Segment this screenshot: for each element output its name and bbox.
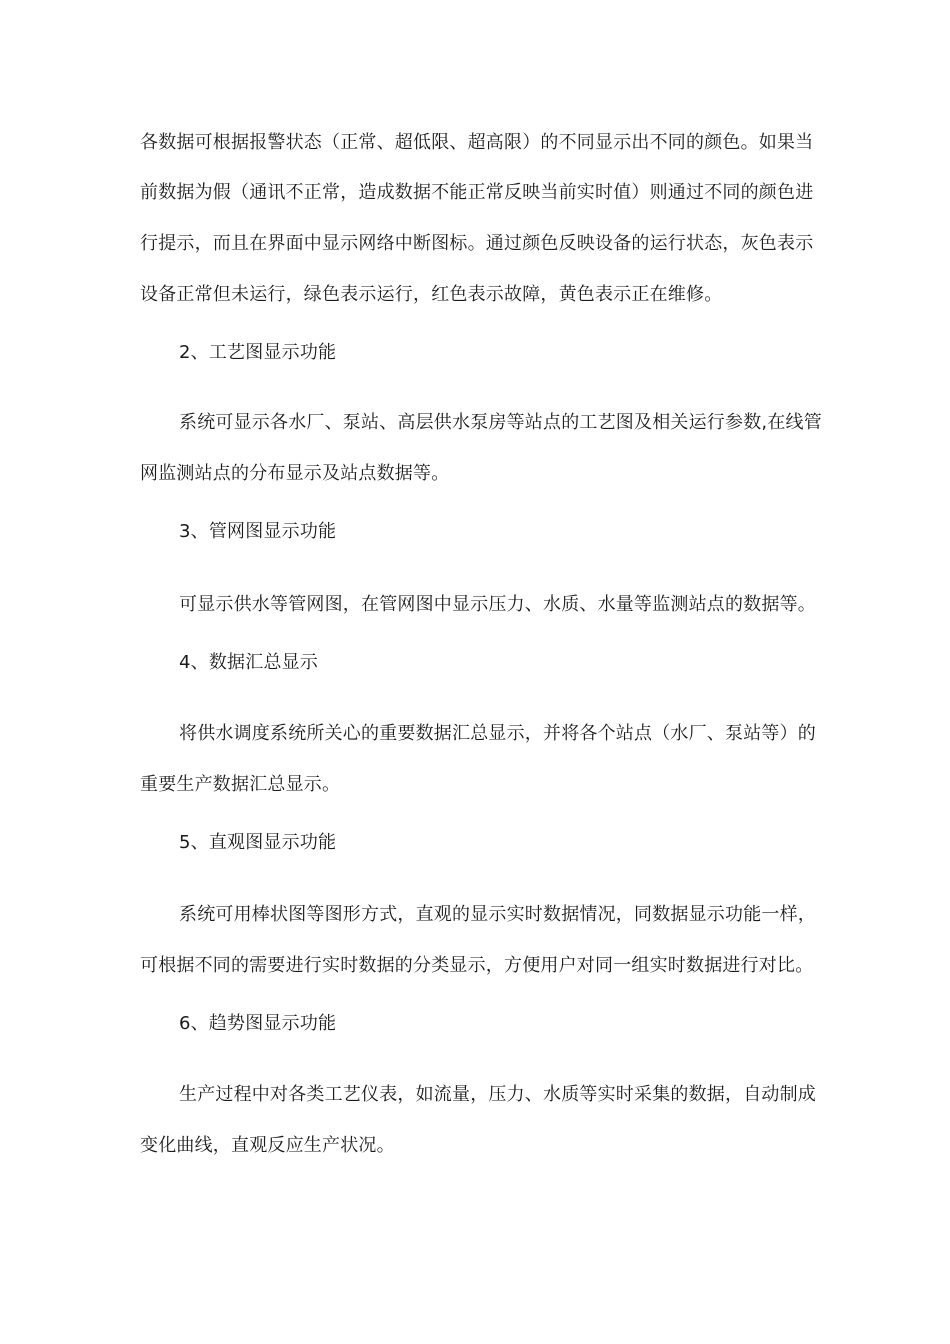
section-heading: 4、数据汇总显示 [179,652,319,673]
paragraph-line: 将供水调度系统所关心的重要数据汇总显示，并将各个站点（水厂、泵站等）的 [179,723,816,744]
section-heading: 6、趋势图显示功能 [179,1013,337,1034]
paragraph-line: 前数据为假（通讯不正常，造成数据不能正常反映当前实时值）则通过不同的颜色进 [140,182,814,203]
paragraph-line: 重要生产数据汇总显示。 [140,774,341,795]
paragraph-line: 生产过程中对各类工艺仪表，如流量，压力、水质等实时采集的数据，自动制成 [179,1084,816,1105]
paragraph-line: 可显示供水等管网图，在管网图中显示压力、水质、水量等监测站点的数据等。 [179,594,816,615]
paragraph-line: 设备正常但未运行，绿色表示运行，红色表示故障，黄色表示正在维修。 [140,284,723,305]
section-heading: 2、工艺图显示功能 [179,342,337,363]
paragraph-line: 可根据不同的需要进行实时数据的分类显示，方便用户对同一组实时数据进行对比。 [140,955,814,976]
paragraph-line: 变化曲线，直观反应生产状况。 [140,1135,395,1156]
paragraph-line: 系统可用棒状图等图形方式，直观的显示实时数据情况，同数据显示功能一样， [179,904,816,925]
section-heading: 3、管网图显示功能 [179,521,337,542]
paragraph-line: 行提示，而且在界面中显示网络中断图标。通过颜色反映设备的运行状态，灰色表示 [140,233,814,254]
section-heading: 5、直观图显示功能 [179,832,337,853]
paragraph-line: 网监测站点的分布显示及站点数据等。 [140,463,450,484]
paragraph-line: 各数据可根据报警状态（正常、超低限、超高限）的不同显示出不同的颜色。如果当 [140,132,814,153]
paragraph-line: 系统可显示各水厂、泵站、高层供水泵房等站点的工艺图及相关运行参数,在线管 [179,412,822,433]
